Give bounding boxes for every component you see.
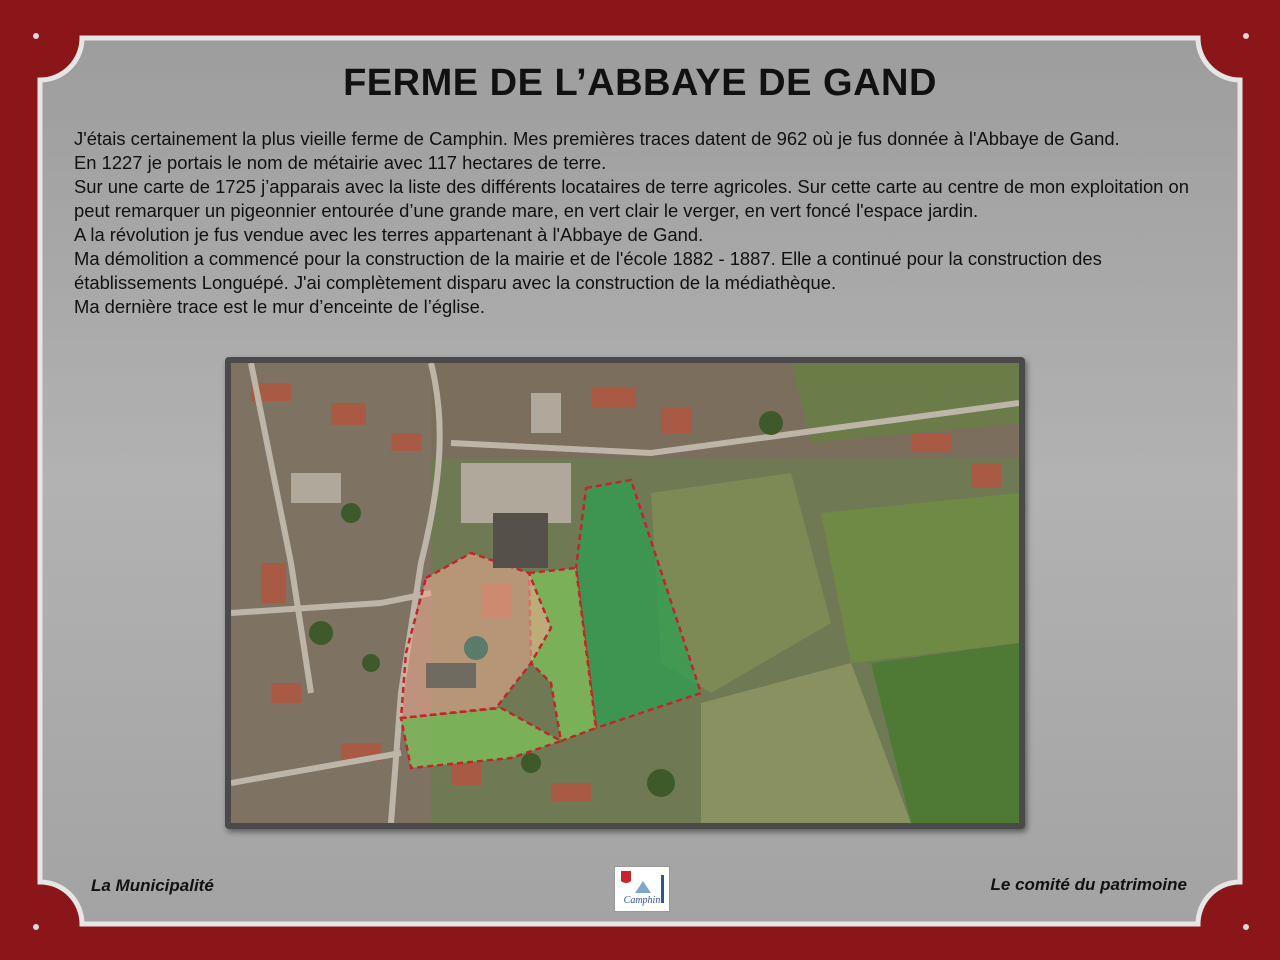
aerial-map-image (231, 363, 1019, 823)
page-title: FERME DE L’ABBAYE DE GAND (343, 62, 937, 104)
footer-municipality: La Municipalité (91, 876, 214, 895)
paragraph: Ma dernière trace est le mur d’enceinte de l’église. (74, 296, 485, 317)
body-text (74, 127, 1224, 319)
camphin-logo (614, 866, 670, 912)
paragraph: A la révolution je fus vendue avec les terres appartenant à l'Abbaye de Gand. (74, 224, 704, 245)
screw-bottom-left (33, 924, 39, 930)
paragraph: En 1227 je portais le nom de métairie avec 117 hectares de terre. (74, 152, 607, 173)
aerial-photo-frame (225, 357, 1025, 829)
screw-bottom-right (1243, 924, 1249, 930)
footer-heritage-committee: Le comité du patrimoine (990, 875, 1187, 894)
paragraph: Ma démolition a commencé pour la construction de la mairie et de l'école 1882 - 1887. Elle a continué pour la construction des établissements Longuépé. J'ai complètement disparu avec la construction de la médiathèque. (74, 248, 1102, 293)
svg-text:Camphin: Camphin (623, 895, 661, 906)
paragraph: J'étais certainement la plus vieille ferme de Camphin. Mes premières traces datent de 962 où je fus donnée à l'Abbaye de Gand. (74, 128, 1120, 149)
screw-top-left (33, 33, 39, 39)
screw-top-right (1243, 33, 1249, 39)
paragraph: Sur une carte de 1725 j’apparais avec la liste des différents locataires de terre agricoles. Sur cette carte au centre de mon exploitation on peut remarquer un pigeonnier entourée d’une grande mare, en vert clair le verger, en vert foncé l'espace jardin. (74, 176, 1189, 221)
